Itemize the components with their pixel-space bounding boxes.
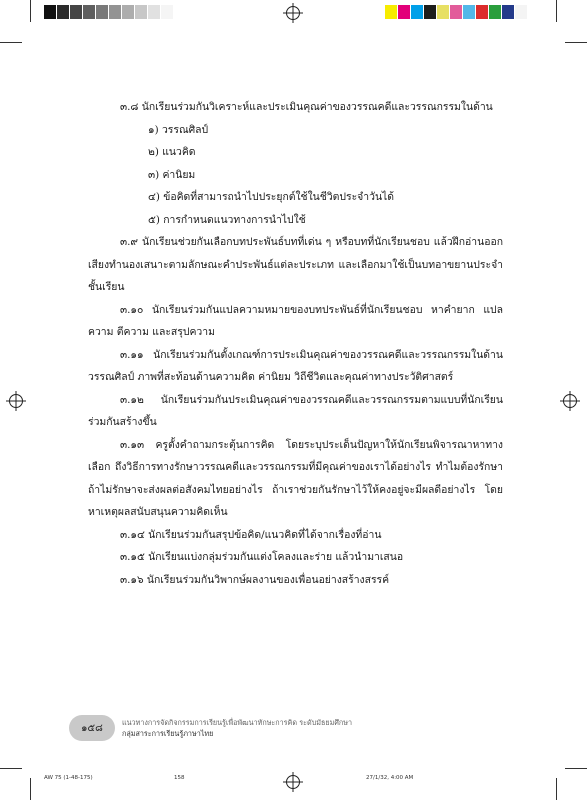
registration-mark-bottom xyxy=(286,775,300,789)
color-swatch xyxy=(411,5,424,19)
crop-mark xyxy=(565,768,587,769)
gray-swatch xyxy=(122,5,135,19)
list-item: ๔) ข้อคิดที่สามารถนำไปประยุกต์ใช้ในชีวิตประจำวันได้ xyxy=(148,191,395,203)
page-number-badge xyxy=(69,715,115,741)
gray-swatch xyxy=(148,5,161,19)
gray-swatch xyxy=(57,5,70,19)
paragraph: ๓.๑๑ นักเรียนร่วมกันตั้งเกณฑ์การประเมินคุณค่าของวรรณคดีและวรรณกรรมในด้านวรรณศิลป์ ภาพที่สะท้อนด้านความคิด ค่านิยม วิถีชีวิตและคุณค่าทางประวัติศาสตร์ xyxy=(88,348,503,383)
paragraph: ๓.๙ นักเรียนช่วยกันเลือกบทประพันธ์บทที่เด่น ๆ หรือบทที่นักเรียนชอบ แล้วฝึกอ่านออกเสียงทำนองเสนาะตามลักษณะคำประพันธ์แต่ละประเภท และเลือกมาใช้เป็นบทอาขยานประจำชั้นเรียน xyxy=(88,236,503,293)
crop-mark xyxy=(565,42,587,43)
slug-date: 27/1/32, 4:00 AM xyxy=(366,775,414,781)
crop-mark xyxy=(30,778,31,800)
color-swatch xyxy=(502,5,515,19)
footer-subject: กลุ่มสาระการเรียนรู้ภาษาไทย xyxy=(122,729,214,738)
registration-mark-left xyxy=(9,394,23,408)
gray-swatch xyxy=(161,5,174,19)
color-swatch xyxy=(424,5,437,19)
gray-swatch xyxy=(70,5,83,19)
list-item: ๕) การกำหนดแนวทางการนำไปใช้ xyxy=(148,213,306,226)
body-text xyxy=(88,96,503,591)
paragraph: ๓.๑๓ ครูตั้งคำถามกระตุ้นการคิด โดยระบุประเด็นปัญหาให้นักเรียนพิจารณาหาทางเลือก ถึงวิธีการทางรักษาวรรณคดีและวรรณกรรมที่มีคุณค่าของเราได้อย่างไร ทำไมต้องรักษา ถ้าไม่รักษาจะส่งผลต่อสังคมไทยอย่างไร ถ้าเราช่วยกันรักษาไว้ให้คงอยู่จะมีผลดีอย่างไร โดยหาเหตุผลสนับสนุนความคิดเห็น xyxy=(88,438,503,518)
color-swatch xyxy=(450,5,463,19)
crop-mark xyxy=(556,778,557,800)
color-swatch xyxy=(476,5,489,19)
paragraph: ๓.๑๐ นักเรียนร่วมกันแปลความหมายของบทประพันธ์ที่นักเรียนชอบ หาคำยาก แปลความ ตีความ และสรุปความ xyxy=(88,303,503,338)
slug-page: 158 xyxy=(174,775,185,781)
list-item: ๑) วรรณศิลป์ xyxy=(148,123,209,136)
gray-swatch xyxy=(135,5,148,19)
crop-mark xyxy=(0,768,22,769)
list-item: ๒) แนวคิด xyxy=(148,146,196,158)
color-swatch xyxy=(385,5,398,19)
crop-mark xyxy=(0,42,22,43)
running-footer xyxy=(122,717,352,739)
gray-swatch xyxy=(96,5,109,19)
paragraph: ๓.๑๔ นักเรียนร่วมกันสรุปข้อคิด/แนวคิดที่ได้จากเรื่องที่อ่าน xyxy=(120,528,382,541)
color-swatch xyxy=(398,5,411,19)
gray-swatch xyxy=(83,5,96,19)
crop-mark xyxy=(556,0,557,22)
paragraph: ๓.๘ นักเรียนร่วมกันวิเคราะห์และประเมินคุณค่าของวรรณคดีและวรรณกรรมในด้าน xyxy=(120,101,493,113)
color-swatch xyxy=(515,5,528,19)
list-item: ๓) ค่านิยม xyxy=(148,168,196,181)
registration-mark-top xyxy=(286,6,300,20)
page-number: ๑๕๘ xyxy=(81,722,103,734)
gray-swatch xyxy=(44,5,57,19)
slug-file: AW 75 (1-48-175) xyxy=(44,775,93,781)
color-calibration-bar xyxy=(385,5,528,19)
paragraph: ๓.๑๒ นักเรียนร่วมกันประเมินคุณค่าของวรรณคดีและวรรณกรรมตามแบบที่นักเรียนร่วมกันสร้างขึ้น xyxy=(88,393,503,428)
gray-swatch xyxy=(109,5,122,19)
color-swatch xyxy=(489,5,502,19)
color-swatch xyxy=(463,5,476,19)
gray-calibration-bar xyxy=(44,5,174,19)
registration-mark-right xyxy=(563,394,577,408)
footer-book-title: แนวทางการจัดกิจกรรมการเรียนรู้เพื่อพัฒนาทักษะการคิด ระดับมัธยมศึกษา xyxy=(122,718,353,727)
color-swatch xyxy=(437,5,450,19)
crop-mark xyxy=(30,0,31,22)
paragraph: ๓.๑๕ นักเรียนแบ่งกลุ่มร่วมกันแต่งโคลงและร่าย แล้วนำมาเสนอ xyxy=(120,551,404,563)
paragraph: ๓.๑๖ นักเรียนร่วมกันวิพากษ์ผลงานของเพื่อนอย่างสร้างสรรค์ xyxy=(120,573,390,586)
